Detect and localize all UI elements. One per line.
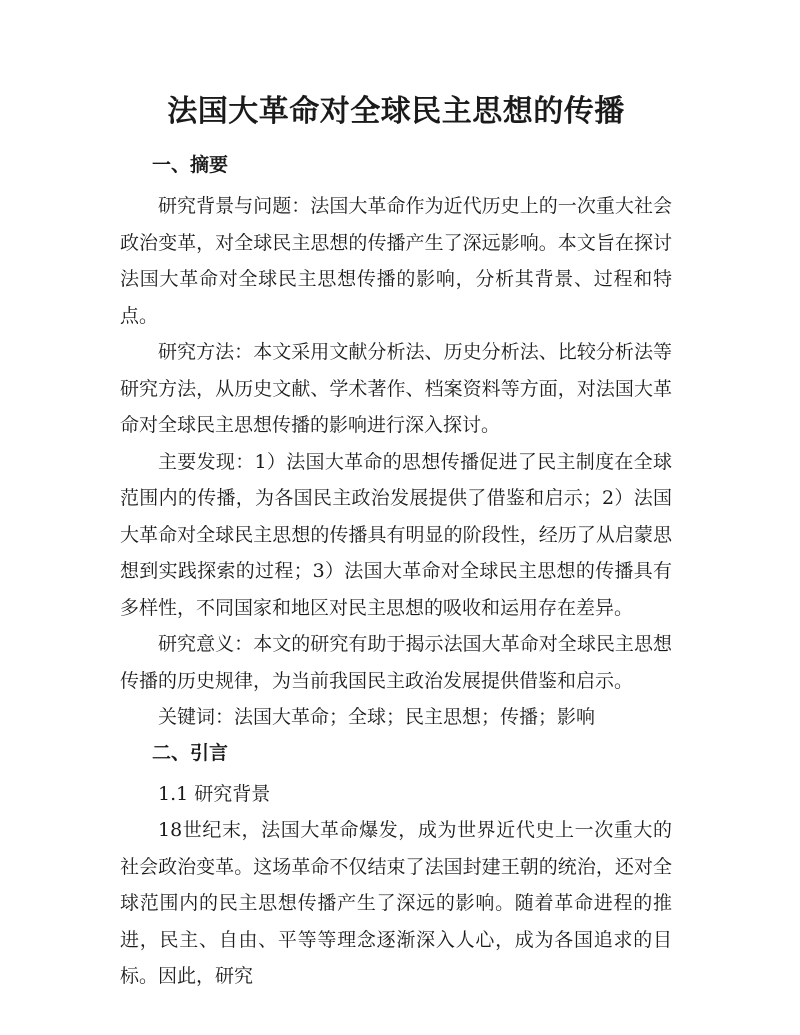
abstract-method-paragraph: 研究方法：本文采用文献分析法、历史分析法、比较分析法等研究方法，从历史文献、学术著作、档案资料等方面，对法国大革命对全球民主思想传播的影响进行深入探讨。: [120, 341, 672, 436]
subsection-heading-background: 1.1 研究背景: [158, 782, 271, 805]
abstract-findings-paragraph: 主要发现：1）法国大革命的思想传播促进了民主制度在全球范围内的传播，为各国民主政治发展提供了借鉴和启示；2）法国大革命对全球民主思想的传播具有明显的阶段性，经历了从启蒙思想到实践探索的过程；3）法国大革命对全球民主思想的传播具有多样性，不同国家和地区对民主思想的吸收和运用存在差异。: [120, 450, 672, 619]
document-title: 法国大革命对全球民主思想的传播: [167, 94, 625, 129]
abstract-background-paragraph: 研究背景与问题：法国大革命作为近代历史上的一次重大社会政治变革，对全球民主思想的传播产生了深远影响。本文旨在探讨法国大革命对全球民主思想传播的影响，分析其背景、过程和特点。: [120, 195, 672, 327]
abstract-significance-paragraph: 研究意义：本文的研究有助于揭示法国大革命对全球民主思想传播的历史规律，为当前我国民主政治发展提供借鉴和启示。: [120, 633, 672, 692]
introduction-paragraph: 18世纪末，法国大革命爆发，成为世界近代史上一次重大的社会政治变革。这场革命不仅结束了法国封建王朝的统治，还对全球范围内的民主思想传播产生了深远的影响。随着革命进程的推进，民主、自由、平等等理念逐渐深入人心，成为各国追求的目标。因此，研究: [120, 819, 672, 987]
keywords-line: 关键词：法国大革命；全球；民主思想；传播；影响: [158, 706, 596, 728]
section-heading-introduction: 二、引言: [152, 741, 229, 764]
section-heading-abstract: 一、摘要: [152, 154, 229, 176]
